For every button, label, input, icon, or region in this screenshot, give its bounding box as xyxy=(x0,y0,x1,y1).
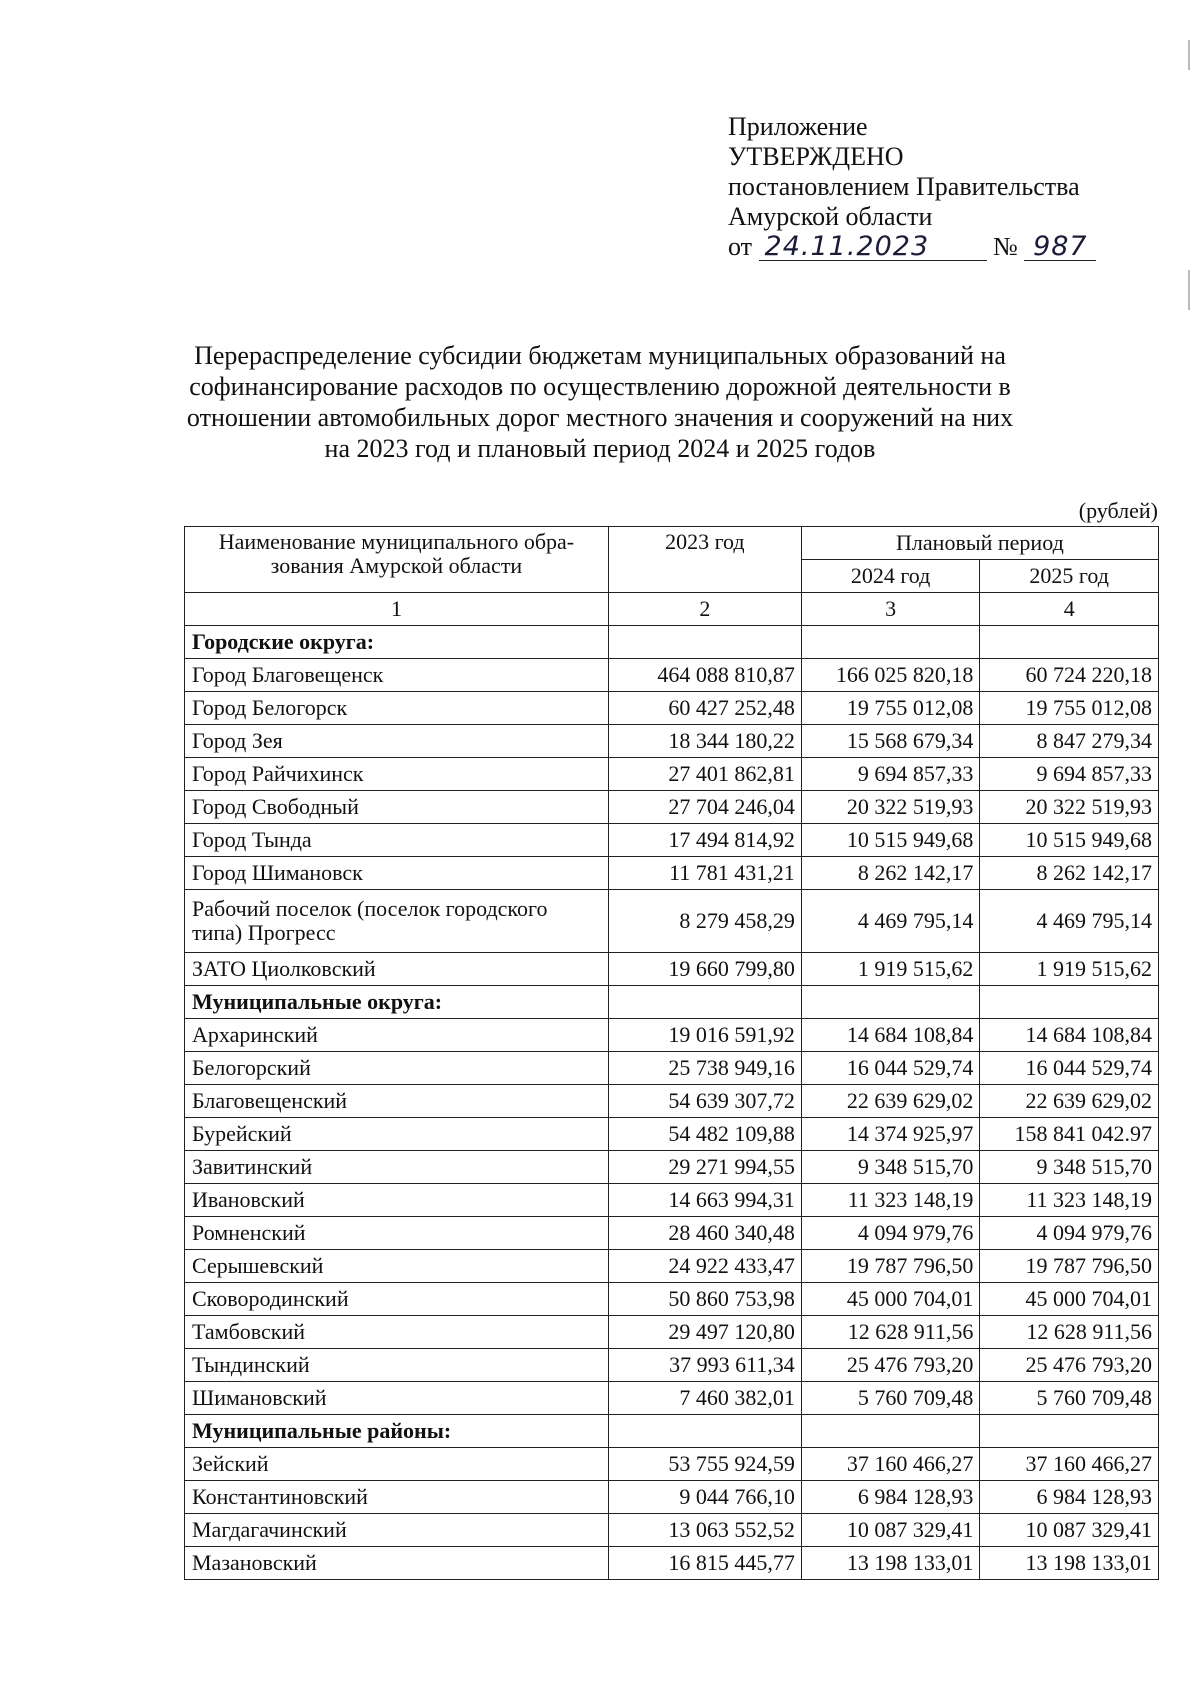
municipality-name: Сковородинский xyxy=(185,1283,609,1316)
col-number-2: 2 xyxy=(608,593,801,626)
empty-cell xyxy=(980,626,1159,659)
municipality-name: Архаринский xyxy=(185,1019,609,1052)
value-2025: 14 684 108,84 xyxy=(980,1019,1159,1052)
date-prefix: от xyxy=(728,232,753,261)
table-row xyxy=(185,824,1159,857)
value-2024: 16 044 529,74 xyxy=(801,1052,980,1085)
table-row xyxy=(185,890,1159,953)
handwritten-date xyxy=(759,231,987,262)
value-2024: 10 087 329,41 xyxy=(801,1514,980,1547)
table-row xyxy=(185,1151,1159,1184)
value-2025: 22 639 629,02 xyxy=(980,1085,1159,1118)
value-2023: 27 704 246,04 xyxy=(608,791,801,824)
unit-label: (рублей) xyxy=(1078,498,1158,523)
municipality-name: Шимановский xyxy=(185,1382,609,1415)
value-2023: 25 738 949,16 xyxy=(608,1052,801,1085)
handwritten-number-value: 987 xyxy=(1033,231,1088,262)
title-line-1: Перераспределение субсидии бюджетам муниципальных образований на xyxy=(194,341,1006,370)
value-2025: 6 984 128,93 xyxy=(980,1481,1159,1514)
municipality-name: Ромненский xyxy=(185,1217,609,1250)
value-2023: 28 460 340,48 xyxy=(608,1217,801,1250)
value-2024: 25 476 793,20 xyxy=(801,1349,980,1382)
header-2025: 2025 год xyxy=(980,560,1159,593)
table-row xyxy=(185,1283,1159,1316)
scan-artifact xyxy=(1188,40,1190,70)
municipality-name: Мазановский xyxy=(185,1547,609,1580)
value-2025: 19 787 796,50 xyxy=(980,1250,1159,1283)
table-row xyxy=(185,1217,1159,1250)
table-row xyxy=(185,725,1159,758)
section-title: Муниципальные округа: xyxy=(185,986,609,1019)
section-header-row xyxy=(185,626,1159,659)
header-name: Наименование муниципального обра-зования Амурской области xyxy=(185,527,609,593)
value-2023: 54 639 307,72 xyxy=(608,1085,801,1118)
value-2025: 25 476 793,20 xyxy=(980,1349,1159,1382)
value-2023: 13 063 552,52 xyxy=(608,1514,801,1547)
municipality-name: Белогорский xyxy=(185,1052,609,1085)
section-header-row xyxy=(185,986,1159,1019)
empty-cell xyxy=(980,1415,1159,1448)
empty-cell xyxy=(608,1415,801,1448)
value-2024: 9 348 515,70 xyxy=(801,1151,980,1184)
table-row xyxy=(185,791,1159,824)
value-2025: 11 323 148,19 xyxy=(980,1184,1159,1217)
empty-cell xyxy=(608,626,801,659)
municipality-name: Константиновский xyxy=(185,1481,609,1514)
value-2023: 24 922 433,47 xyxy=(608,1250,801,1283)
value-2023: 19 016 591,92 xyxy=(608,1019,801,1052)
section-title: Городские округа: xyxy=(185,626,609,659)
value-2024: 6 984 128,93 xyxy=(801,1481,980,1514)
approval-date-line xyxy=(728,232,1096,262)
value-2024: 1 919 515,62 xyxy=(801,953,980,986)
value-2024: 37 160 466,27 xyxy=(801,1448,980,1481)
value-2025: 158 841 042.97 xyxy=(980,1118,1159,1151)
table-row xyxy=(185,857,1159,890)
value-2024: 8 262 142,17 xyxy=(801,857,980,890)
municipality-name: Город Белогорск xyxy=(185,692,609,725)
value-2024: 15 568 679,34 xyxy=(801,725,980,758)
value-2025: 9 694 857,33 xyxy=(980,758,1159,791)
table-row xyxy=(185,953,1159,986)
table-row xyxy=(185,1448,1159,1481)
value-2024: 4 469 795,14 xyxy=(801,890,980,953)
number-prefix: № xyxy=(993,232,1018,261)
value-2024: 19 755 012,08 xyxy=(801,692,980,725)
value-2025: 16 044 529,74 xyxy=(980,1052,1159,1085)
value-2025: 8 262 142,17 xyxy=(980,857,1159,890)
municipality-name: Тамбовский xyxy=(185,1316,609,1349)
value-2025: 1 919 515,62 xyxy=(980,953,1159,986)
value-2023: 18 344 180,22 xyxy=(608,725,801,758)
empty-cell xyxy=(801,626,980,659)
table-row xyxy=(185,1250,1159,1283)
value-2024: 45 000 704,01 xyxy=(801,1283,980,1316)
value-2024: 9 694 857,33 xyxy=(801,758,980,791)
municipality-name: Тындинский xyxy=(185,1349,609,1382)
value-2025: 19 755 012,08 xyxy=(980,692,1159,725)
value-2023: 17 494 814,92 xyxy=(608,824,801,857)
value-2025: 60 724 220,18 xyxy=(980,659,1159,692)
empty-cell xyxy=(801,986,980,1019)
value-2025: 4 094 979,76 xyxy=(980,1217,1159,1250)
table-row xyxy=(185,1514,1159,1547)
value-2024: 10 515 949,68 xyxy=(801,824,980,857)
col-number-4: 4 xyxy=(980,593,1159,626)
municipality-name: Завитинский xyxy=(185,1151,609,1184)
header-planned-period: Плановый период xyxy=(801,527,1158,560)
value-2023: 8 279 458,29 xyxy=(608,890,801,953)
table-row xyxy=(185,1184,1159,1217)
table-row xyxy=(185,1118,1159,1151)
header-2023: 2023 год xyxy=(608,527,801,593)
table-row xyxy=(185,692,1159,725)
approval-line-resolution: постановлением Правительства xyxy=(728,172,1080,201)
municipality-name: Магдагачинский xyxy=(185,1514,609,1547)
value-2024: 4 094 979,76 xyxy=(801,1217,980,1250)
handwritten-number xyxy=(1024,231,1096,262)
value-2025: 10 087 329,41 xyxy=(980,1514,1159,1547)
table-body xyxy=(185,626,1159,1580)
header-2024: 2024 год xyxy=(801,560,980,593)
value-2024: 14 684 108,84 xyxy=(801,1019,980,1052)
value-2023: 29 497 120,80 xyxy=(608,1316,801,1349)
value-2023: 7 460 382,01 xyxy=(608,1382,801,1415)
value-2024: 12 628 911,56 xyxy=(801,1316,980,1349)
col-number-3: 3 xyxy=(801,593,980,626)
table-row xyxy=(185,1316,1159,1349)
value-2023: 60 427 252,48 xyxy=(608,692,801,725)
value-2025: 13 198 133,01 xyxy=(980,1547,1159,1580)
title-line-2: софинансирование расходов по осуществлению дорожной деятельности в xyxy=(189,372,1011,401)
document-title xyxy=(180,340,1020,464)
scan-artifact xyxy=(1188,270,1190,310)
value-2023: 19 660 799,80 xyxy=(608,953,801,986)
municipality-name: Бурейский xyxy=(185,1118,609,1151)
municipality-name: Ивановский xyxy=(185,1184,609,1217)
value-2024: 166 025 820,18 xyxy=(801,659,980,692)
table-row xyxy=(185,1085,1159,1118)
value-2023: 53 755 924,59 xyxy=(608,1448,801,1481)
value-2024: 22 639 629,02 xyxy=(801,1085,980,1118)
table-row xyxy=(185,1481,1159,1514)
municipality-name: Город Свободный xyxy=(185,791,609,824)
empty-cell xyxy=(608,986,801,1019)
table-row xyxy=(185,659,1159,692)
value-2025: 5 760 709,48 xyxy=(980,1382,1159,1415)
value-2023: 29 271 994,55 xyxy=(608,1151,801,1184)
empty-cell xyxy=(980,986,1159,1019)
table-row xyxy=(185,758,1159,791)
value-2025: 8 847 279,34 xyxy=(980,725,1159,758)
section-header-row xyxy=(185,1415,1159,1448)
municipality-name: Город Тында xyxy=(185,824,609,857)
municipality-name: ЗАТО Циолковский xyxy=(185,953,609,986)
value-2025: 37 160 466,27 xyxy=(980,1448,1159,1481)
value-2023: 37 993 611,34 xyxy=(608,1349,801,1382)
col-number-1: 1 xyxy=(185,593,609,626)
header-row-1 xyxy=(185,527,1159,560)
municipality-name: Рабочий поселок (поселок городского типа) Прогресс xyxy=(185,890,609,953)
value-2023: 11 781 431,21 xyxy=(608,857,801,890)
value-2025: 12 628 911,56 xyxy=(980,1316,1159,1349)
value-2025: 20 322 519,93 xyxy=(980,791,1159,824)
municipality-name: Серышевский xyxy=(185,1250,609,1283)
table-row xyxy=(185,1547,1159,1580)
value-2024: 20 322 519,93 xyxy=(801,791,980,824)
empty-cell xyxy=(801,1415,980,1448)
title-line-4: на 2023 год и плановый период 2024 и 2025 годов xyxy=(324,434,876,463)
municipality-name: Город Райчихинск xyxy=(185,758,609,791)
value-2023: 50 860 753,98 xyxy=(608,1283,801,1316)
value-2025: 45 000 704,01 xyxy=(980,1283,1159,1316)
column-number-row xyxy=(185,593,1159,626)
subsidy-table xyxy=(184,526,1159,1580)
value-2023: 9 044 766,10 xyxy=(608,1481,801,1514)
value-2024: 19 787 796,50 xyxy=(801,1250,980,1283)
municipality-name: Благовещенский xyxy=(185,1085,609,1118)
approval-line-region: Амурской области xyxy=(728,202,933,231)
value-2023: 464 088 810,87 xyxy=(608,659,801,692)
table-row xyxy=(185,1349,1159,1382)
value-2024: 14 374 925,97 xyxy=(801,1118,980,1151)
value-2024: 13 198 133,01 xyxy=(801,1547,980,1580)
table-row xyxy=(185,1382,1159,1415)
value-2025: 4 469 795,14 xyxy=(980,890,1159,953)
table-row xyxy=(185,1019,1159,1052)
value-2024: 5 760 709,48 xyxy=(801,1382,980,1415)
value-2023: 27 401 862,81 xyxy=(608,758,801,791)
municipality-name: Город Благовещенск xyxy=(185,659,609,692)
value-2023: 16 815 445,77 xyxy=(608,1547,801,1580)
municipality-name: Зейский xyxy=(185,1448,609,1481)
value-2023: 54 482 109,88 xyxy=(608,1118,801,1151)
approval-line-appendix: Приложение xyxy=(728,112,868,141)
title-line-3: отношении автомобильных дорог местного значения и сооружений на них xyxy=(186,403,1014,432)
handwritten-date-value: 24.11.2023 xyxy=(764,231,930,262)
value-2025: 10 515 949,68 xyxy=(980,824,1159,857)
table-row xyxy=(185,1052,1159,1085)
approval-block xyxy=(728,112,1096,262)
approval-line-approved: УТВЕРЖДЕНО xyxy=(728,142,904,171)
value-2025: 9 348 515,70 xyxy=(980,1151,1159,1184)
municipality-name: Город Зея xyxy=(185,725,609,758)
value-2023: 14 663 994,31 xyxy=(608,1184,801,1217)
value-2024: 11 323 148,19 xyxy=(801,1184,980,1217)
section-title: Муниципальные районы: xyxy=(185,1415,609,1448)
municipality-name: Город Шимановск xyxy=(185,857,609,890)
